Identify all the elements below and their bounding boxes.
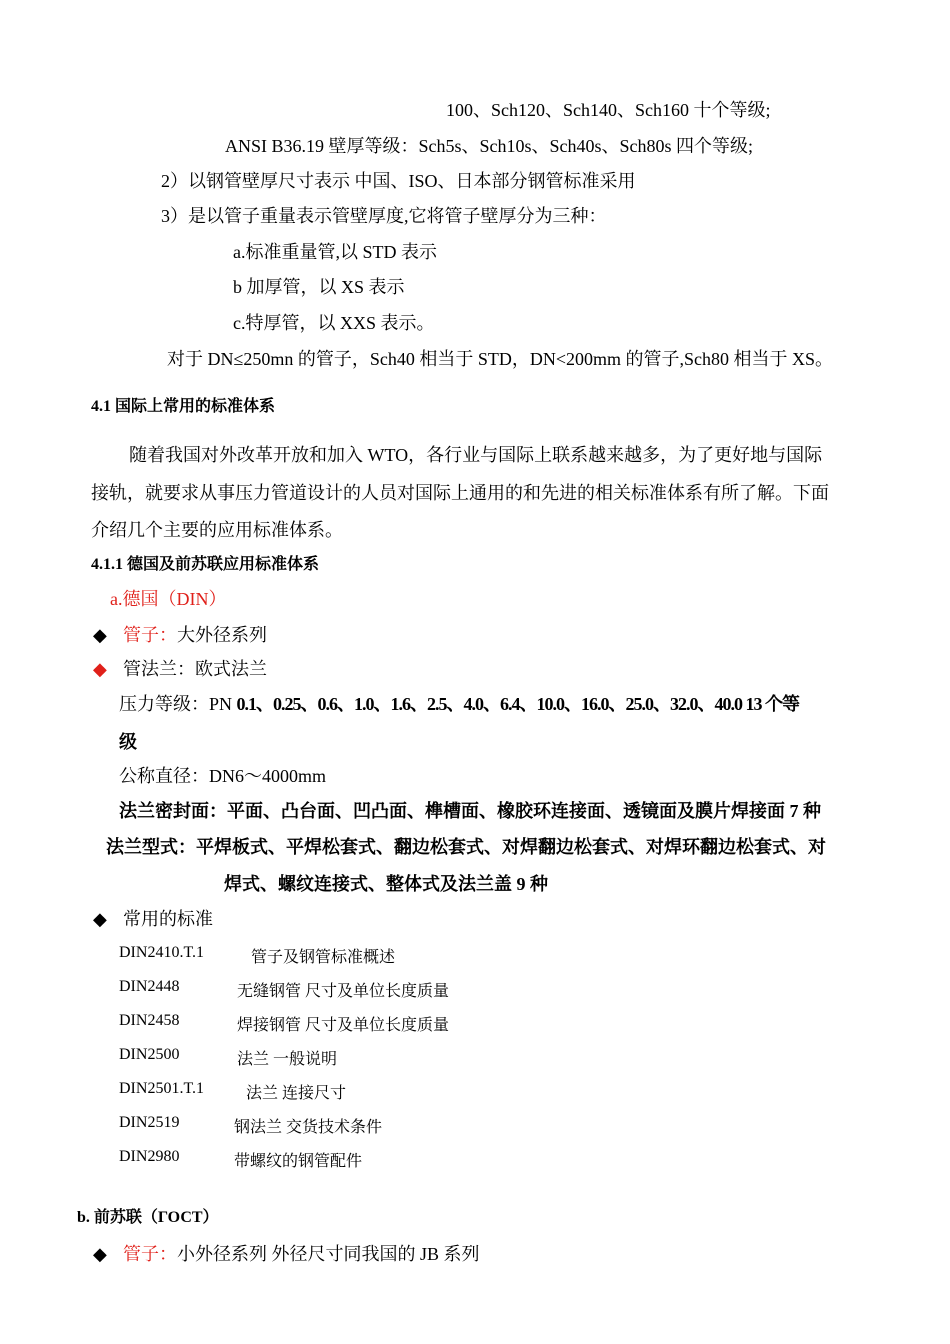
standard-code: DIN2519 [119,1114,180,1131]
flange-sealing-face-line: 法兰密封面：平面、凸台面、凹凸面、榫槽面、橡胶环连接面、透镜面及膜片焊接面 7 种 [119,801,821,821]
diamond-bullet-icon: ◆ [93,909,107,929]
pressure-rating-continuation: 级 [119,732,137,752]
standard-description: 钢法兰 交货技术条件 [234,1119,383,1136]
diamond-bullet-icon: ◆ [93,659,107,679]
ansi-wall-thickness-line: ANSI B36.19 壁厚等级：Sch5s、Sch10s、Sch40s、Sch80s 四个等级; [225,136,754,156]
dn-equivalence-line: 对于 DN≤250mn 的管子，Sch40 相当于 STD，DN<200mm 的管子,Sch80 相当于 XS。 [167,349,834,369]
standard-description: 焊接钢管 尺寸及单位长度质量 [237,1017,450,1034]
xxs-line: c.特厚管，以 XXS 表示。 [233,313,435,333]
pressure-label: 压力等级：PN [119,694,237,714]
intro-paragraph-line-1: 随着我国对外改革开放和加入 WTO，各行业与国际上联系越来越多，为了更好地与国际 [129,445,823,465]
germany-din-heading: a.德国（DIN） [110,589,227,609]
flange-type-line-1: 法兰型式：平焊板式、平焊松套式、翻边松套式、对焊翻边松套式、对焊环翻边松套式、对 [106,837,826,857]
diamond-bullet-icon: ◆ [93,1244,107,1264]
sch-levels-line: 100、Sch120、Sch140、Sch160 十个等级; [446,100,771,120]
pipe-label: 管子： [123,625,177,645]
flange-label: 管法兰： [123,659,195,679]
flange-value: 欧式法兰 [195,659,267,679]
intro-paragraph-line-3: 介绍几个主要的应用标准体系。 [91,520,343,540]
section-4-1-1-heading: 4.1.1 德国及前苏联应用标准体系 [91,556,320,573]
standard-code: DIN2448 [119,978,180,995]
item-2-line: 2）以钢管壁厚尺寸表示 中国、ISO、日本部分钢管标准采用 [161,171,636,191]
flange-type-line-2: 焊式、螺纹连接式、整体式及法兰盖 9 种 [224,874,548,894]
pipe-bullet-item [93,623,267,647]
ussr-gost-heading: b. 前苏联（ГОСТ） [77,1209,219,1226]
standard-code: DIN2458 [119,1012,180,1029]
standard-code: DIN2410.T.1 [119,944,205,961]
diamond-bullet-icon: ◆ [93,625,107,645]
standard-description: 法兰 连接尺寸 [246,1085,347,1102]
flange-bullet-item [93,657,267,681]
item-3-line: 3）是以管子重量表示管壁厚度,它将管子壁厚分为三种： [161,206,607,226]
standard-code: DIN2501.T.1 [119,1080,205,1097]
nominal-diameter-line: 公称直径：DN6～4000mm [119,766,326,786]
xs-line: b 加厚管，以 XS 表示 [233,277,405,297]
pipe-value: 大外径系列 [177,625,267,645]
common-standards-label: 常用的标准 [123,909,213,929]
standard-code: DIN2980 [119,1148,180,1165]
intro-paragraph-line-2: 接轨，就要求从事压力管道设计的人员对国际上通用的和先进的相关标准体系有所了解。下面 [91,483,829,503]
standard-description: 法兰 一般说明 [237,1051,338,1068]
ussr-pipe-value: 小外径系列 外径尺寸同我国的 JB 系列 [177,1244,480,1264]
standard-description: 无缝钢管 尺寸及单位长度质量 [237,983,450,1000]
pressure-rating-line [119,692,799,716]
standard-description: 带螺纹的钢管配件 [234,1153,363,1170]
standard-code: DIN2500 [119,1046,180,1063]
std-weight-line: a.标准重量管,以 STD 表示 [233,242,437,262]
standard-description: 管子及钢管标准概述 [251,949,396,966]
section-4-1-heading: 4.1 国际上常用的标准体系 [91,398,276,415]
common-standards-bullet [93,907,213,931]
ussr-pipe-label: 管子： [123,1244,177,1264]
pressure-values: 0.1、0.25、0.6、1.0、1.6、2.5、4.0、6.4、10.0、16.0、25.0、32.0、40.0 13 个等 [236,694,800,714]
ussr-pipe-bullet-item [93,1242,480,1266]
